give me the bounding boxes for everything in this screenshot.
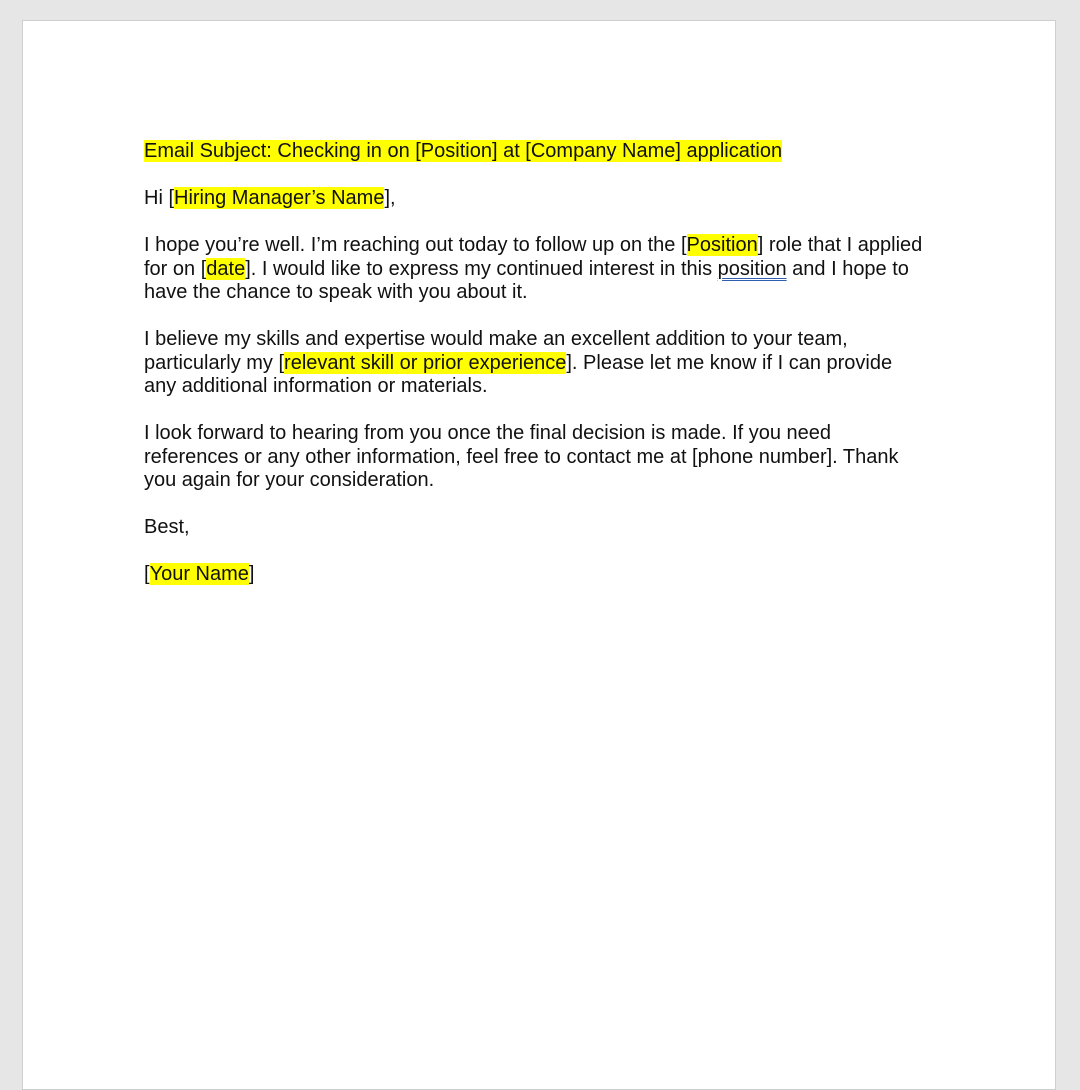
- p1-text-6: have the chance to speak with you about it.: [144, 281, 528, 303]
- paragraph-skills: [144, 328, 944, 399]
- date-placeholder: date: [206, 257, 246, 280]
- signature-close-bracket: ]: [248, 563, 255, 585]
- p2-text-3: ]. Please let me know if I can provide: [566, 351, 893, 374]
- closing-line: [144, 516, 944, 540]
- p1-text-3: for on [: [144, 257, 207, 280]
- signature-open-bracket: [: [144, 563, 150, 585]
- p3-line-3: you again for your consideration.: [144, 469, 435, 491]
- p2-text-4: any additional information or materials.: [144, 375, 488, 397]
- p2-text-2: particularly my [: [144, 351, 285, 374]
- p1-text-4: ]. I would like to express my continued interest in this: [245, 257, 718, 280]
- hiring-manager-name-placeholder: Hiring Manager’s Name: [174, 187, 385, 209]
- p1-text-5: and I hope to: [786, 257, 909, 280]
- p1-text-1: I hope you’re well. I’m reaching out today to follow up on the [: [144, 234, 687, 256]
- p3-line-1: I look forward to hearing from you once the final decision is made. If you need: [144, 422, 832, 444]
- your-name-placeholder: Your Name: [149, 563, 249, 585]
- greeting-suffix: ],: [384, 187, 396, 209]
- greeting-prefix: Hi [: [144, 187, 174, 209]
- signature-line: [144, 563, 944, 587]
- email-subject-line: [144, 140, 944, 164]
- closing: Best,: [144, 516, 190, 538]
- document-body[interactable]: [144, 140, 944, 610]
- paragraph-closing-remarks: [144, 422, 944, 493]
- position-placeholder: Position: [686, 234, 758, 256]
- skill-placeholder: relevant skill or prior experience: [284, 351, 567, 374]
- p1-text-2: ] role that I applied: [757, 234, 923, 256]
- email-subject: Email Subject: Checking in on [Position] at [Company Name] application: [144, 140, 783, 162]
- p3-line-2: references or any other information, feel free to contact me at [phone number]. Thank: [144, 445, 899, 468]
- paragraph-follow-up: [144, 234, 944, 305]
- greeting-line: [144, 187, 944, 211]
- p2-text-1: I believe my skills and expertise would make an excellent addition to your team,: [144, 328, 848, 350]
- spellcheck-underlined-word[interactable]: position: [717, 257, 787, 280]
- document-page: [22, 20, 1056, 1090]
